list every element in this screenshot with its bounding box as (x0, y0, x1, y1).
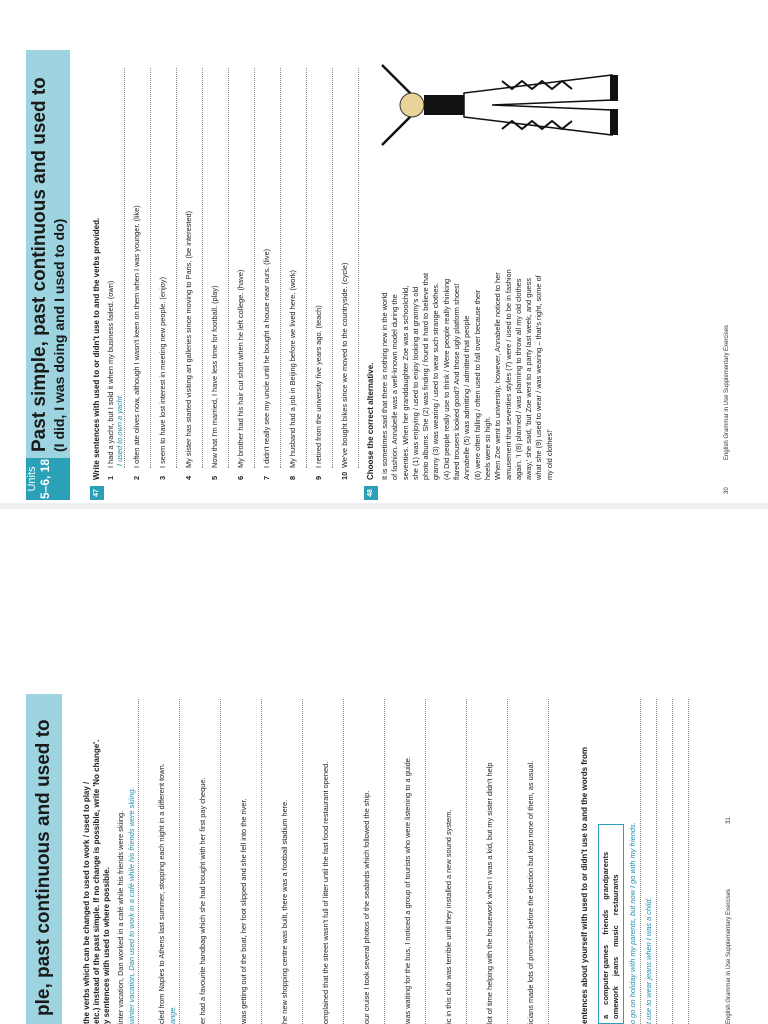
item-text: My husband had a job in Beijing before we lived here. (work) (288, 269, 297, 468)
item-text: I retired from the university five years ago. (teach) (314, 305, 323, 468)
units-box (26, 458, 70, 500)
answer-line (302, 699, 303, 1024)
exercise-a-instruction-line-2: etc.) instead of the past simple. If no change is possible, write 'No change'. (92, 739, 101, 1024)
story-line: away,' she said, 'but Zoe went to a party last week, and guess (524, 278, 534, 480)
item-text: I didn't really see my uncle until he bought a house near ours. (live) (262, 248, 271, 468)
exercise-47-item (262, 249, 271, 480)
exercise-a-item: icians made lots of promises before the election but kept none of them, as usual. (526, 760, 535, 1024)
answer-line (507, 699, 508, 1024)
item-number: 4 (184, 475, 193, 480)
word-chip: restaurants (611, 874, 620, 916)
story-line: Annabelle (5) was admitting / admitted that people (462, 315, 472, 480)
answer-line (124, 68, 125, 468)
word-box-row-2 (611, 829, 621, 1019)
answer-line (548, 699, 549, 1024)
answer-line (343, 699, 344, 1024)
answer-line (261, 699, 262, 1024)
exercise-47-item (314, 305, 323, 480)
item-answer: ange. (168, 1005, 177, 1024)
word-chip: a (601, 1014, 610, 1019)
item-answer: winter vacation, Dan used to work in a café while his friends were skiing. (127, 787, 136, 1024)
exercise-47-instruction: Write sentences with used to or didn't use to and the verbs provided. (92, 217, 101, 480)
answer-line (228, 68, 229, 468)
exercise-b-answer: o go on holiday with my parents, but now I go with my friends. (628, 822, 637, 1024)
answer-line (254, 68, 255, 468)
story-line: granny (3) was wearing / used to wear such strange clothes. (431, 282, 441, 480)
left-page-number: 31 (726, 817, 732, 824)
page-footer: English Grammar in Use Supplementary Exercises (724, 324, 730, 460)
word-box-row-1 (601, 829, 611, 1019)
left-page-footer: English Grammar in Use Supplementary Exercises (726, 888, 732, 1024)
exercise-48-instruction: Choose the correct alternative. (366, 362, 375, 480)
page-title: Past simple, past continuous and used to (29, 77, 50, 452)
answer-line (220, 699, 221, 1024)
word-chip: music (611, 925, 620, 947)
answer-line (202, 68, 203, 468)
story-line: photo albums. She (2) was finding / found it hard to believe that (421, 272, 431, 480)
item-number: 9 (314, 475, 323, 480)
exercise-a-instruction (82, 694, 112, 1024)
item-text: We've bought bikes since we moved to the countryside. (cycle) (340, 262, 349, 468)
exercise-a-item: inter vacation, Dan worked in a café while his friends were skiing. (116, 810, 125, 1024)
item-number: 1 (106, 475, 115, 480)
word-chip: friends (601, 909, 610, 935)
answer-line (656, 699, 657, 1024)
page-fold (0, 503, 768, 509)
word-chip: grandparents (601, 851, 610, 900)
right-page (20, 20, 740, 500)
item-text: My brother had his hair cut short when he left college. (have) (236, 269, 245, 468)
answer-line (332, 68, 333, 468)
word-box (598, 824, 624, 1024)
answer-line (176, 68, 177, 468)
item-number: 8 (288, 475, 297, 480)
exercise-a-item: omplained that the street wasn't full of litter until the fast food restaurant opened. (321, 761, 330, 1024)
exercise-47-item (210, 285, 219, 480)
exercise-48-text (380, 180, 555, 480)
exercise-47-item (288, 270, 297, 480)
answer-line (306, 68, 307, 468)
answer-line (672, 699, 673, 1024)
exercise-47-item (158, 277, 167, 480)
units-numbers: 5–6, 18 (38, 458, 52, 500)
answer-line (150, 68, 151, 468)
word-chip: omework (611, 986, 620, 1019)
story-line: of fashion. Annabelle was a well-known model during the (390, 294, 400, 480)
item-number: 3 (158, 475, 167, 480)
exercise-47-item (340, 263, 349, 480)
answer-line (425, 699, 426, 1024)
left-page (20, 694, 740, 1024)
item-text: My sister has started visiting art galleries since moving to Paris. (be interested) (184, 210, 193, 468)
exercise-a-item: was waiting for the bus, I noticed a group of tourists who were listening to a guide. (403, 756, 412, 1024)
item-number: 6 (236, 475, 245, 480)
item-number: 5 (210, 475, 219, 480)
exercise-47-item (106, 281, 115, 480)
answer-line (384, 699, 385, 1024)
story-line: she (1) was enjoying / used to enjoy looking at granny's old (410, 286, 420, 480)
answer-line (138, 699, 139, 1024)
story-line: flared trousers looked good? And those ugly platform shoes! (452, 283, 462, 480)
item-text: I often ate olives now, although I wasn't keen on them when I was younger. (like) (132, 205, 141, 468)
exercise-47-item (184, 211, 193, 480)
story-line: (6) were often falling / often used to fall over because their (472, 289, 482, 480)
title-band (26, 50, 70, 500)
exercise-a-item: our cruise I took several photos of the seabirds which followed the ship. (362, 790, 371, 1024)
answer-line (179, 699, 180, 1024)
exercise-a-item: er had a favourite handbag which she had bought with her first pay cheque. (198, 777, 207, 1024)
word-chip: computer games (601, 944, 610, 1005)
item-number: 2 (132, 475, 141, 480)
exercise-a-instruction-line-3: y sentences with used to where possible. (102, 867, 111, 1024)
answer-line (688, 699, 689, 1024)
exercise-48-number: 48 (364, 486, 378, 500)
exercise-a-item: he new shopping centre was built, there was a football stadium here. (280, 799, 289, 1024)
answer-line (466, 699, 467, 1024)
exercise-b-answer: t use to wear jeans when I was a child. (644, 897, 653, 1024)
exercise-a-item: ic in this club was terrible until they installed a new sound system. (444, 809, 453, 1024)
story-line: seventies. When her granddaughter Zoe was a schoolchild, (400, 285, 410, 480)
exercise-a-item: lot of time helping with the housework when I was a kid, but my sister didn't help (485, 762, 494, 1024)
word-chip: jeans (611, 956, 620, 977)
story-line: my old clothes!' (544, 429, 554, 480)
answer-line (358, 68, 359, 468)
page-subtitle: (I did, I was doing and I used to do) (51, 218, 67, 452)
item-number: 10 (340, 471, 349, 480)
story-line: again. 'I (8) planned / was planning to throw all my old clothes (513, 278, 523, 480)
story-line: what she (9) used to wear / was wearing – that's right, some of (534, 275, 544, 480)
fashion-model-illustration (372, 45, 622, 165)
page-number: 30 (724, 487, 730, 494)
exercise-47-item (236, 270, 245, 480)
item-text: I had a yacht, but I sold it when my business failed. (own) (106, 280, 115, 468)
exercise-a-item: was getting out of the boat, her foot slipped and she fell into the river. (239, 798, 248, 1024)
story-line: amusement that seventies styles (7) were / used to be in fashion (503, 269, 513, 480)
story-line: It is sometimes said that there is nothing new in the world (380, 292, 389, 480)
item-answer: I used to own a yacht. (115, 394, 124, 466)
story-line: heels were so high. (482, 416, 492, 480)
left-title-band (26, 694, 62, 1024)
story-line: When Zoe went to university, however, Annabelle noticed to her (493, 272, 503, 480)
answer-line (280, 68, 281, 468)
item-text: I seem to have lost interest in meeting new people. (enjoy) (158, 276, 167, 468)
units-label: Units (26, 466, 38, 492)
item-text: Now that I'm married, I have less time for football. (play) (210, 285, 219, 468)
answer-line (640, 699, 641, 1024)
item-number: 7 (262, 475, 271, 480)
left-page-title: ple, past continuous and used to (33, 719, 54, 1016)
exercise-a-item: cled from Naples to Athens last summer, stopping each night in a different town. (157, 763, 166, 1024)
story-line: (4) Did people really use to think / Were people really thinking (441, 278, 451, 480)
exercise-47-item (132, 205, 141, 480)
exercise-b-instruction: entences about yourself with used to or didn't use to and the words from (580, 746, 589, 1024)
exercise-a-instruction-line-1: the verbs which can be changed to used to work / used to play / (82, 781, 91, 1024)
exercise-47-number: 47 (90, 486, 104, 500)
